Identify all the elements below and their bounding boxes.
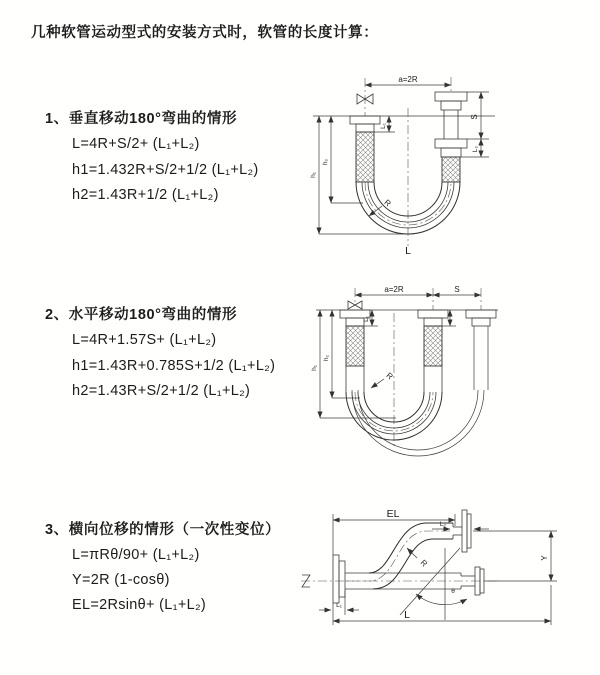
radius-label: R	[418, 558, 429, 569]
length-label: L	[405, 245, 411, 257]
dim-label-h2: h₂	[322, 158, 329, 166]
right-hose-fitting	[435, 92, 467, 182]
section-2-heading: 2、水平移动180°弯曲的情形	[45, 307, 238, 323]
left-hose-fitting	[350, 116, 380, 182]
angle-label: θ	[451, 588, 455, 595]
radius-label: R	[384, 370, 395, 382]
left-flange	[333, 555, 345, 603]
dim-label-h1: h₁	[310, 172, 317, 178]
radius-label: R	[382, 197, 393, 209]
dim-label-h1: h₁	[311, 365, 318, 371]
displaced-hose-curve	[369, 510, 471, 589]
diagram-lateral-displacement	[293, 498, 593, 670]
dim-label-a2r: a=2R	[398, 75, 418, 84]
section-3-heading: 3、横向位移的情形（一次性变位）	[45, 522, 281, 538]
section-2-formula-h1: h1=1.43R+0.785S+1/2 (L₁+L₂)	[72, 358, 276, 374]
diagram-horizontal-180	[308, 283, 593, 458]
dim-label-l2: L₂	[439, 521, 447, 528]
centerlines	[316, 288, 498, 448]
dim-label-l1: L₁	[380, 123, 387, 129]
section-1-formula-h1: h1=1.432R+S/2+1/2 (L₁+L₂)	[72, 162, 259, 178]
length-label: L	[404, 609, 410, 621]
middle-hose-fitting	[418, 310, 448, 392]
section-2-formula-L: L=4R+1.57S+ (L₁+L₂)	[72, 332, 217, 348]
dimension-lines	[319, 85, 489, 234]
dim-label-h2: h₂	[323, 354, 330, 362]
section-3-formula-Y: Y=2R (1-cosθ)	[72, 572, 170, 588]
diagram-vertical-180	[303, 70, 588, 262]
section-2-formula-h2: h2=1.43R+S/2+1/2 (L₁+L₂)	[72, 383, 251, 399]
dim-label-a2r: a=2R	[384, 285, 404, 294]
displaced-hose-fitting	[466, 310, 496, 390]
dimension-lines	[319, 514, 557, 625]
dim-label-l1: L₁	[336, 602, 342, 609]
section-1-formula-L: L=4R+S/2+ (L₁+L₂)	[72, 136, 200, 152]
centerlines	[301, 531, 498, 581]
page-title: 几种软管运动型式的安装方式时，软管的长度计算：	[31, 25, 379, 41]
section-3-formula-L: L=πRθ/90+ (L₁+L₂)	[72, 547, 200, 563]
dim-label-s: S	[470, 114, 479, 120]
section-1-heading: 1、垂直移动180°弯曲的情形	[45, 111, 238, 127]
dim-label-y: Y	[540, 555, 549, 561]
dimension-lines	[320, 295, 481, 418]
construction-lines	[400, 548, 467, 620]
valve-icon	[348, 301, 362, 309]
dim-label-l2: L₂	[472, 145, 479, 153]
dim-label-l1: L₁	[363, 316, 370, 322]
dim-label-el: EL	[386, 508, 400, 520]
dim-label-s: S	[454, 285, 460, 294]
section-1-formula-h2: h2=1.43R+1/2 (L₁+L₂)	[72, 187, 219, 203]
centerlines	[313, 77, 495, 246]
section-3-formula-EL: EL=2Rsinθ+ (L₁+L₂)	[72, 597, 207, 613]
